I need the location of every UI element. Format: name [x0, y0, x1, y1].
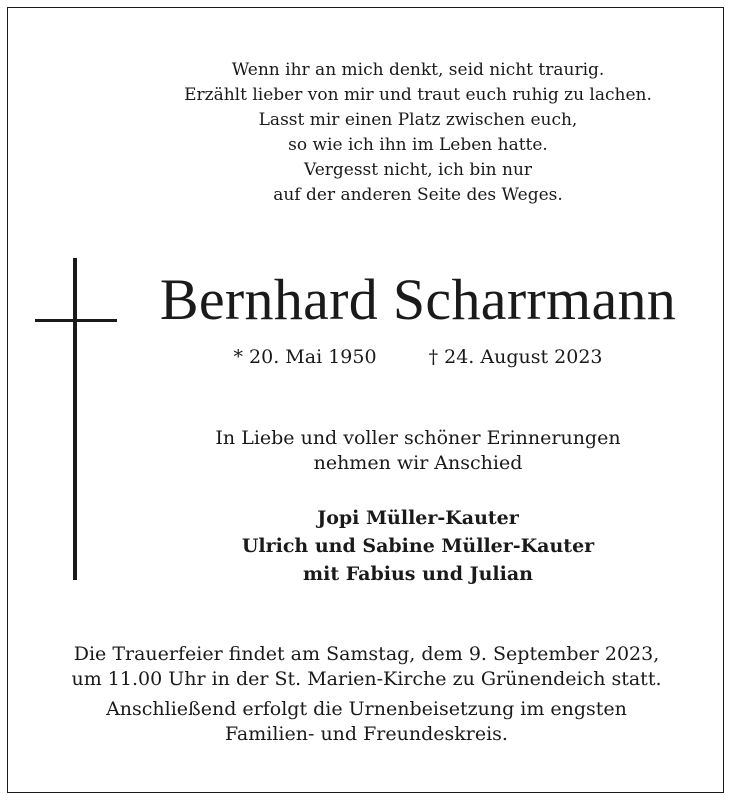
farewell-line: In Liebe und voller schöner Erinnerungen	[215, 427, 621, 449]
life-dates	[118, 344, 718, 370]
burial-info	[8, 697, 725, 747]
burial-line: Anschließend erfolgt die Urnenbeisetzung im engsten	[106, 698, 627, 720]
cross-vertical-bar	[73, 258, 77, 580]
cross-horizontal-bar	[35, 319, 117, 322]
mourners	[118, 504, 718, 588]
service-line: Die Trauerfeier findet am Samstag, dem 9. September 2023,	[73, 643, 660, 665]
service-line: um 11.00 Uhr in der St. Marien-Kirche zu Grünendeich statt.	[71, 668, 662, 690]
poem-line: Erzählt lieber von mir und traut euch ruhig zu lachen.	[184, 85, 652, 105]
death-date: † 24. August 2023	[428, 346, 603, 368]
burial-line: Familien- und Freundeskreis.	[225, 723, 508, 745]
deceased-name: Bernhard Scharrmann	[159, 267, 677, 332]
farewell-text	[118, 426, 718, 476]
farewell-line: nehmen wir Anschied	[313, 452, 523, 474]
poem-line: so wie ich ihn im Leben hatte.	[288, 135, 548, 155]
poem	[118, 58, 718, 208]
mourner-line: mit Fabius und Julian	[303, 563, 533, 585]
funeral-service-info	[8, 642, 725, 692]
mourner-line: Ulrich und Sabine Müller-Kauter	[241, 535, 595, 557]
mourner-line: Jopi Müller-Kauter	[317, 507, 519, 529]
poem-line: Vergesst nicht, ich bin nur	[303, 160, 533, 180]
obituary-card	[7, 7, 724, 793]
poem-line: Wenn ihr an mich denkt, seid nicht traurig.	[231, 60, 605, 80]
birth-date: * 20. Mai 1950	[233, 346, 377, 368]
poem-line: auf der anderen Seite des Weges.	[273, 185, 563, 205]
poem-line: Lasst mir einen Platz zwischen euch,	[258, 110, 578, 130]
